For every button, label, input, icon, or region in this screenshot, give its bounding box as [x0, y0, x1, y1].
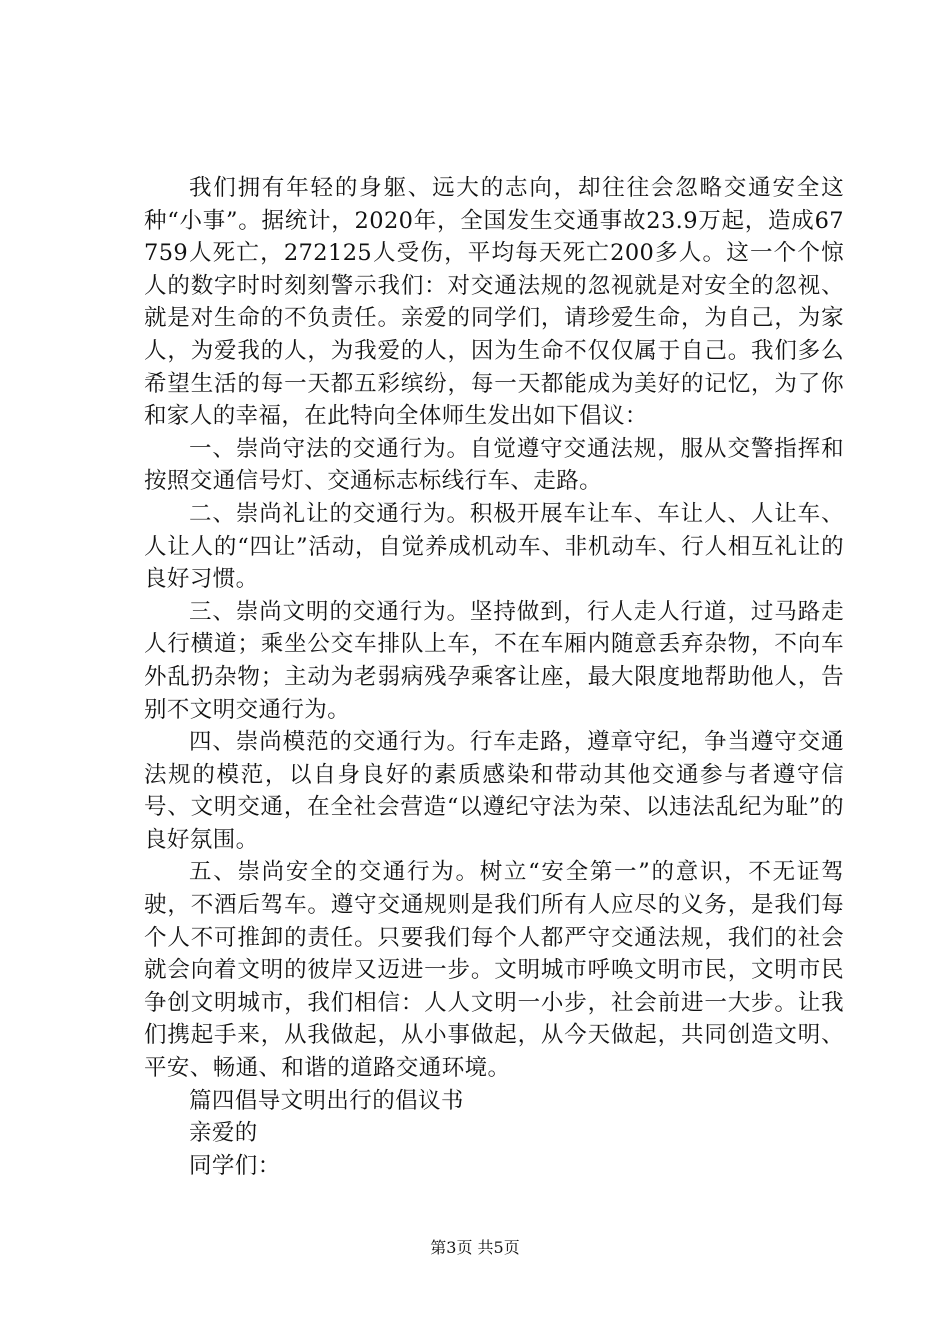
salutation-line-1: 亲爱的: [189, 1120, 258, 1147]
proposal-item-1: 一、崇尚守法的交通行为。自觉遵守交通法规，服从交警指挥和按照交通信号灯、交通标志标线行车、走路。: [144, 435, 844, 495]
proposal-item-5: 五、崇尚安全的交通行为。树立“安全第一”的意识，不无证驾驶，不酒后驾车。遵守交通规则是我们所有人应尽的义务，是我们每个人不可推卸的责任。只要我们每个人都严守交通法规，我们的社会就会向着文明的彼岸又迈进一步。文明城市呼唤文明市民，文明市民争创文明城市，我们相信：人人文明一小步，社会前进一大步。让我们携起手来，从我做起，从小事做起，从今天做起，共同创造文明、平安、畅通、和谐的道路交通环境。: [144, 859, 844, 1082]
proposal-item-2: 二、崇尚礼让的交通行为。积极开展车让车、车让人、人让车、人让人的“四让”活动，自觉养成机动车、非机动车、行人相互礼让的良好习惯。: [144, 500, 844, 593]
page-footer: [0, 1238, 950, 1258]
proposal-item-3: 三、崇尚文明的交通行为。坚持做到，行人走人行道，过马路走人行横道；乘坐公交车排队上车，不在车厢内随意丢弃杂物，不向车外乱扔杂物；主动为老弱病残孕乘客让座，最大限度地帮助他人，告别不文明交通行为。: [144, 598, 844, 723]
intro-paragraph: 我们拥有年轻的身躯、远大的志向，却往往会忽略交通安全这种“小事”。据统计，2020年，全国发生交通事故23.9万起，造成67759人死亡，272125人受伤，平均每天死亡200多人。这一个个惊人的数字时时刻刻警示我们：对交通法规的忽视就是对安全的忽视、就是对生命的不负责任。亲爱的同学们，请珍爱生命，为自己，为家人，为爱我的人，为我爱的人，因为生命不仅仅属于自己。我们多么希望生活的每一天都五彩缤纷，每一天都能成为美好的记忆，为了你和家人的幸福，在此特向全体师生发出如下倡议：: [144, 175, 844, 430]
proposal-item-4: 四、崇尚模范的交通行为。行车走路，遵章守纪，争当遵守交通法规的模范，以自身良好的素质感染和带动其他交通参与者遵守信号、文明交通，在全社会营造“以遵纪守法为荣、以违法乱纪为耻”的良好氛围。: [144, 729, 844, 853]
section-title: 篇四倡导文明出行的倡议书: [189, 1087, 464, 1114]
salutation-line-2: 同学们：: [189, 1152, 281, 1179]
page-number-label: 第3页 共5页: [430, 1238, 520, 1257]
document-body: [144, 172, 844, 1182]
